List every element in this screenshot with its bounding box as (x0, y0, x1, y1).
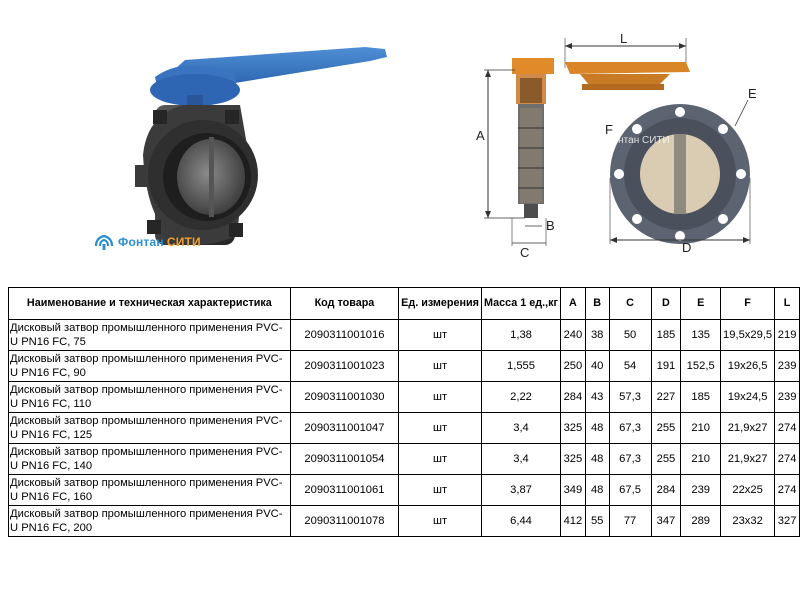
cell-unit: шт (399, 413, 482, 444)
dim-label-l: L (620, 31, 628, 46)
dim-label-b: B (546, 218, 555, 233)
cell-code: 2090311001061 (290, 475, 398, 506)
cell-e: 289 (681, 506, 721, 537)
front-view (565, 31, 757, 255)
cell-code: 2090311001016 (290, 320, 398, 351)
cell-b: 48 (585, 413, 609, 444)
cell-mass: 1,555 (481, 351, 560, 382)
header-e: E (681, 288, 721, 320)
header-f: F (721, 288, 775, 320)
drawing-watermark: Фонтан СИТИ (605, 135, 670, 146)
cell-name: Дисковый затвор промышленного применения PVC-U PN16 FC, 75 (9, 320, 291, 351)
valve-photo (125, 35, 405, 265)
cell-d: 185 (651, 320, 681, 351)
cell-a: 325 (561, 413, 586, 444)
cell-code: 2090311001078 (290, 506, 398, 537)
logo-word-2: СИТИ (166, 235, 201, 249)
cell-name: Дисковый затвор промышленного применения PVC-U PN16 FC, 110 (9, 382, 291, 413)
cell-code: 2090311001047 (290, 413, 398, 444)
header-unit: Ед. измерения (399, 288, 482, 320)
cell-l: 219 (775, 320, 800, 351)
table-row (9, 413, 800, 444)
table-row (9, 320, 800, 351)
cell-unit: шт (399, 382, 482, 413)
cell-d: 255 (651, 444, 681, 475)
cell-e: 210 (681, 444, 721, 475)
cell-a: 240 (561, 320, 586, 351)
cell-mass: 3,4 (481, 413, 560, 444)
cell-unit: шт (399, 320, 482, 351)
table-row (9, 444, 800, 475)
cell-d: 227 (651, 382, 681, 413)
cell-a: 250 (561, 351, 586, 382)
cell-unit: шт (399, 506, 482, 537)
cell-l: 274 (775, 475, 800, 506)
header-mass: Масса 1 ед.,кг (481, 288, 560, 320)
header-l: L (775, 288, 800, 320)
table-header-row (9, 288, 800, 320)
cell-c: 54 (609, 351, 651, 382)
table-row (9, 506, 800, 537)
cell-l: 239 (775, 382, 800, 413)
header-a: A (561, 288, 586, 320)
cell-l: 274 (775, 413, 800, 444)
header-d: D (651, 288, 681, 320)
cell-unit: шт (399, 444, 482, 475)
cell-b: 48 (585, 444, 609, 475)
cell-a: 284 (561, 382, 586, 413)
cell-f: 19x26,5 (721, 351, 775, 382)
cell-c: 57,3 (609, 382, 651, 413)
dimension-drawing (470, 28, 780, 260)
cell-f: 22x25 (721, 475, 775, 506)
drop-logo-icon (92, 232, 116, 252)
cell-name: Дисковый затвор промышленного применения PVC-U PN16 FC, 200 (9, 506, 291, 537)
cell-e: 239 (681, 475, 721, 506)
cell-name: Дисковый затвор промышленного применения PVC-U PN16 FC, 160 (9, 475, 291, 506)
cell-name: Дисковый затвор промышленного применения PVC-U PN16 FC, 125 (9, 413, 291, 444)
cell-b: 48 (585, 475, 609, 506)
cell-unit: шт (399, 351, 482, 382)
cell-b: 38 (585, 320, 609, 351)
table-row (9, 475, 800, 506)
cell-a: 412 (561, 506, 586, 537)
cell-a: 325 (561, 444, 586, 475)
cell-d: 191 (651, 351, 681, 382)
header-b: B (585, 288, 609, 320)
dim-label-e: E (748, 86, 757, 101)
cell-b: 40 (585, 351, 609, 382)
cell-b: 43 (585, 382, 609, 413)
table-row (9, 382, 800, 413)
cell-l: 274 (775, 444, 800, 475)
cell-f: 19,5x29,5 (721, 320, 775, 351)
cell-b: 55 (585, 506, 609, 537)
cell-code: 2090311001023 (290, 351, 398, 382)
cell-d: 255 (651, 413, 681, 444)
cell-f: 21,9x27 (721, 444, 775, 475)
cell-c: 67,3 (609, 413, 651, 444)
cell-mass: 6,44 (481, 506, 560, 537)
cell-unit: шт (399, 475, 482, 506)
cell-e: 152,5 (681, 351, 721, 382)
header-code: Код товара (290, 288, 398, 320)
cell-mass: 2,22 (481, 382, 560, 413)
cell-mass: 1,38 (481, 320, 560, 351)
dim-label-f: F (605, 122, 613, 137)
cell-code: 2090311001030 (290, 382, 398, 413)
cell-d: 284 (651, 475, 681, 506)
logo-word-1: Фонтан (118, 235, 164, 249)
header-name: Наименование и техническая характеристика (9, 288, 291, 320)
cell-c: 67,3 (609, 444, 651, 475)
cell-e: 135 (681, 320, 721, 351)
side-view (476, 58, 555, 260)
table-row (9, 351, 800, 382)
cell-c: 50 (609, 320, 651, 351)
spec-table (8, 287, 800, 537)
dim-label-d: D (682, 240, 692, 255)
cell-e: 210 (681, 413, 721, 444)
cell-f: 19x24,5 (721, 382, 775, 413)
cell-name: Дисковый затвор промышленного применения PVC-U PN16 FC, 140 (9, 444, 291, 475)
cell-l: 239 (775, 351, 800, 382)
cell-c: 77 (609, 506, 651, 537)
cell-mass: 3,87 (481, 475, 560, 506)
cell-f: 23x32 (721, 506, 775, 537)
cell-c: 67,5 (609, 475, 651, 506)
cell-name: Дисковый затвор промышленного применения PVC-U PN16 FC, 90 (9, 351, 291, 382)
dim-label-a: A (476, 128, 485, 143)
cell-a: 349 (561, 475, 586, 506)
dim-label-c: C (520, 245, 530, 260)
cell-f: 21,9x27 (721, 413, 775, 444)
header-c: C (609, 288, 651, 320)
cell-code: 2090311001054 (290, 444, 398, 475)
brand-logo (92, 232, 201, 252)
cell-d: 347 (651, 506, 681, 537)
cell-mass: 3,4 (481, 444, 560, 475)
cell-e: 185 (681, 382, 721, 413)
cell-l: 327 (775, 506, 800, 537)
